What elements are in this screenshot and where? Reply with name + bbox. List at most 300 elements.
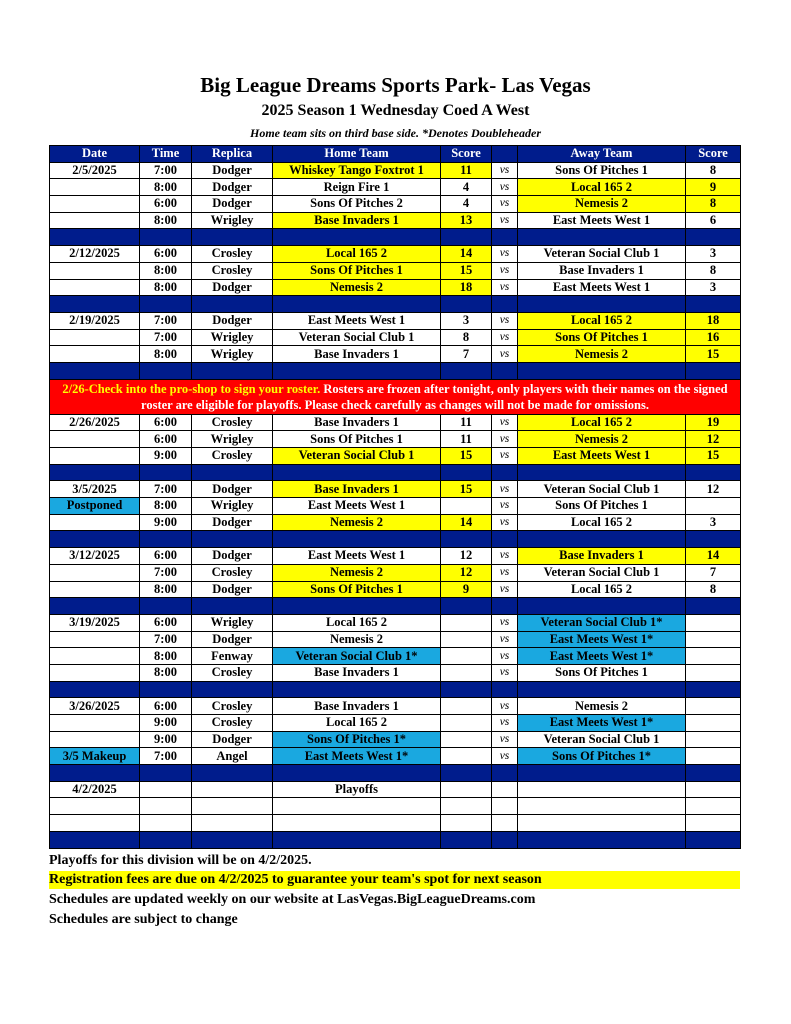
- game-row: [50, 448, 741, 465]
- time-cell: 6:00: [140, 431, 192, 448]
- away-score-cell: 7: [686, 564, 741, 581]
- away-score-cell: [686, 781, 741, 798]
- col-header-time: Time: [140, 146, 192, 163]
- time-cell: 6:00: [140, 548, 192, 565]
- separator-cell: [192, 296, 273, 313]
- col-header-home-team: Home Team: [273, 146, 441, 163]
- home-score-cell: 12: [441, 564, 492, 581]
- away-team-cell: Nemesis 2: [518, 346, 686, 363]
- vs-cell: vs: [492, 448, 518, 465]
- home-score-cell: [441, 798, 492, 815]
- away-score-cell: [686, 498, 741, 515]
- separator-cell: [140, 296, 192, 313]
- date-cell: [50, 715, 140, 732]
- away-score-cell: 18: [686, 312, 741, 329]
- vs-cell: vs: [492, 481, 518, 498]
- home-score-cell: 7: [441, 346, 492, 363]
- game-row: [50, 431, 741, 448]
- home-score-cell: 3: [441, 312, 492, 329]
- replica-cell: [192, 798, 273, 815]
- date-cell: [50, 564, 140, 581]
- home-score-cell: 13: [441, 212, 492, 229]
- week-separator-row: [50, 229, 741, 246]
- game-row: [50, 212, 741, 229]
- home-score-cell: 9: [441, 581, 492, 598]
- col-header-away-score: Score: [686, 146, 741, 163]
- away-score-cell: [686, 798, 741, 815]
- replica-cell: Dodger: [192, 548, 273, 565]
- replica-cell: Dodger: [192, 731, 273, 748]
- time-cell: 8:00: [140, 664, 192, 681]
- replica-cell: Wrigley: [192, 431, 273, 448]
- game-row: [50, 698, 741, 715]
- date-cell: 2/5/2025: [50, 162, 140, 179]
- separator-cell: [50, 531, 140, 548]
- time-cell: 8:00: [140, 179, 192, 196]
- replica-cell: Crosley: [192, 715, 273, 732]
- away-score-cell: 8: [686, 196, 741, 213]
- separator-cell: [518, 362, 686, 379]
- home-score-cell: [441, 781, 492, 798]
- time-cell: 8:00: [140, 648, 192, 665]
- away-team-cell: Local 165 2: [518, 514, 686, 531]
- game-row: [50, 581, 741, 598]
- vs-cell: [492, 781, 518, 798]
- separator-cell: [140, 598, 192, 615]
- away-score-cell: 8: [686, 162, 741, 179]
- game-row: [50, 514, 741, 531]
- time-cell: 7:00: [140, 162, 192, 179]
- separator-cell: [686, 296, 741, 313]
- away-team-cell: [518, 798, 686, 815]
- vs-cell: vs: [492, 312, 518, 329]
- separator-cell: [518, 598, 686, 615]
- home-score-cell: [441, 631, 492, 648]
- replica-cell: Dodger: [192, 196, 273, 213]
- separator-cell: [140, 464, 192, 481]
- week-separator-row: [50, 598, 741, 615]
- schedule-table: [49, 145, 741, 849]
- vs-cell: vs: [492, 246, 518, 263]
- away-team-cell: Veteran Social Club 1: [518, 246, 686, 263]
- separator-cell: [192, 681, 273, 698]
- date-cell: [50, 196, 140, 213]
- date-cell: [50, 514, 140, 531]
- vs-cell: vs: [492, 279, 518, 296]
- week-separator-row: [50, 362, 741, 379]
- time-cell: 6:00: [140, 414, 192, 431]
- home-score-cell: 14: [441, 246, 492, 263]
- footer-registration-note: Registration fees are due on 4/2/2025 to guarantee your team's spot for next season: [49, 871, 740, 889]
- replica-cell: Dodger: [192, 179, 273, 196]
- home-score-cell: [441, 614, 492, 631]
- page-title: Big League Dreams Sports Park- Las Vegas: [200, 73, 591, 97]
- date-cell: 3/5 Makeup: [50, 748, 140, 765]
- vs-cell: vs: [492, 498, 518, 515]
- game-row: [50, 246, 741, 263]
- replica-cell: Fenway: [192, 648, 273, 665]
- vs-cell: vs: [492, 162, 518, 179]
- time-cell: 8:00: [140, 346, 192, 363]
- game-row: [50, 731, 741, 748]
- home-team-cell: East Meets West 1*: [273, 748, 441, 765]
- separator-cell: [192, 464, 273, 481]
- vs-cell: [492, 798, 518, 815]
- time-cell: 7:00: [140, 564, 192, 581]
- away-score-cell: [686, 664, 741, 681]
- game-row: [50, 196, 741, 213]
- date-cell: [50, 581, 140, 598]
- home-team-cell: Base Invaders 1: [273, 481, 441, 498]
- away-team-cell: Sons Of Pitches 1*: [518, 748, 686, 765]
- home-score-cell: 15: [441, 481, 492, 498]
- away-team-cell: East Meets West 1: [518, 448, 686, 465]
- replica-cell: Wrigley: [192, 212, 273, 229]
- date-cell: [50, 664, 140, 681]
- game-row: [50, 481, 741, 498]
- away-team-cell: Local 165 2: [518, 581, 686, 598]
- home-team-cell: Veteran Social Club 1*: [273, 648, 441, 665]
- separator-cell: [192, 362, 273, 379]
- away-team-cell: [518, 781, 686, 798]
- home-score-cell: 4: [441, 196, 492, 213]
- separator-cell: [140, 681, 192, 698]
- away-score-cell: 15: [686, 448, 741, 465]
- away-team-cell: East Meets West 1: [518, 279, 686, 296]
- home-team-cell: Reign Fire 1: [273, 179, 441, 196]
- roster-notice-row: [50, 379, 741, 414]
- game-row: [50, 312, 741, 329]
- vs-cell: vs: [492, 698, 518, 715]
- time-cell: 9:00: [140, 514, 192, 531]
- separator-cell: [50, 464, 140, 481]
- away-score-cell: [686, 731, 741, 748]
- time-cell: [140, 781, 192, 798]
- col-header-away-team: Away Team: [518, 146, 686, 163]
- separator-cell: [441, 229, 492, 246]
- vs-cell: vs: [492, 715, 518, 732]
- away-score-cell: 14: [686, 548, 741, 565]
- separator-cell: [492, 681, 518, 698]
- home-score-cell: 11: [441, 414, 492, 431]
- home-team-cell: Base Invaders 1: [273, 698, 441, 715]
- home-score-cell: 11: [441, 162, 492, 179]
- time-cell: 9:00: [140, 715, 192, 732]
- vs-cell: vs: [492, 748, 518, 765]
- away-team-cell: Sons Of Pitches 1: [518, 162, 686, 179]
- away-score-cell: [686, 698, 741, 715]
- separator-cell: [686, 464, 741, 481]
- away-score-cell: 12: [686, 431, 741, 448]
- separator-cell: [50, 598, 140, 615]
- home-team-cell: Veteran Social Club 1: [273, 329, 441, 346]
- separator-cell: [192, 229, 273, 246]
- away-team-cell: Local 165 2: [518, 312, 686, 329]
- home-score-cell: [441, 498, 492, 515]
- game-row: [50, 414, 741, 431]
- home-team-cell: Nemesis 2: [273, 514, 441, 531]
- game-row: [50, 498, 741, 515]
- away-score-cell: [686, 715, 741, 732]
- time-cell: 6:00: [140, 698, 192, 715]
- separator-cell: [140, 362, 192, 379]
- separator-cell: [518, 531, 686, 548]
- away-score-cell: 16: [686, 329, 741, 346]
- home-team-cell: Local 165 2: [273, 614, 441, 631]
- home-team-cell: East Meets West 1: [273, 312, 441, 329]
- replica-cell: Dodger: [192, 162, 273, 179]
- separator-cell: [686, 831, 741, 848]
- vs-cell: vs: [492, 614, 518, 631]
- separator-cell: [50, 681, 140, 698]
- away-team-cell: Veteran Social Club 1: [518, 481, 686, 498]
- schedule-note: Home team sits on third base side. *Denotes Doubleheader: [250, 126, 541, 140]
- vs-cell: vs: [492, 564, 518, 581]
- away-score-cell: [686, 748, 741, 765]
- week-separator-row: [50, 464, 741, 481]
- time-cell: 8:00: [140, 498, 192, 515]
- replica-cell: Dodger: [192, 631, 273, 648]
- separator-cell: [686, 362, 741, 379]
- home-score-cell: 14: [441, 514, 492, 531]
- separator-cell: [441, 464, 492, 481]
- home-team-cell: Sons Of Pitches 2: [273, 196, 441, 213]
- separator-cell: [441, 362, 492, 379]
- away-team-cell: East Meets West 1*: [518, 648, 686, 665]
- separator-cell: [50, 296, 140, 313]
- separator-cell: [273, 598, 441, 615]
- home-score-cell: 12: [441, 548, 492, 565]
- col-header-home-score: Score: [441, 146, 492, 163]
- game-row: [50, 179, 741, 196]
- separator-cell: [273, 681, 441, 698]
- date-cell: [50, 212, 140, 229]
- separator-cell: [492, 296, 518, 313]
- away-team-cell: Veteran Social Club 1*: [518, 614, 686, 631]
- week-separator-row: [50, 681, 741, 698]
- home-team-cell: East Meets West 1: [273, 548, 441, 565]
- home-team-cell: Nemesis 2: [273, 564, 441, 581]
- date-cell: [50, 346, 140, 363]
- separator-cell: [686, 765, 741, 782]
- time-cell: 7:00: [140, 481, 192, 498]
- time-cell: 8:00: [140, 581, 192, 598]
- away-team-cell: Base Invaders 1: [518, 262, 686, 279]
- date-cell: [50, 262, 140, 279]
- home-team-cell: Base Invaders 1: [273, 664, 441, 681]
- footer-change-note: Schedules are subject to change: [49, 912, 238, 927]
- date-cell: [50, 279, 140, 296]
- home-score-cell: [441, 748, 492, 765]
- separator-cell: [273, 362, 441, 379]
- away-team-cell: Veteran Social Club 1: [518, 564, 686, 581]
- home-team-cell: Base Invaders 1: [273, 212, 441, 229]
- separator-cell: [273, 229, 441, 246]
- vs-cell: vs: [492, 581, 518, 598]
- time-cell: 6:00: [140, 196, 192, 213]
- date-cell: [50, 798, 140, 815]
- separator-cell: [518, 229, 686, 246]
- away-score-cell: [686, 648, 741, 665]
- replica-cell: [192, 815, 273, 832]
- time-cell: 7:00: [140, 312, 192, 329]
- replica-cell: Crosley: [192, 262, 273, 279]
- separator-cell: [518, 831, 686, 848]
- vs-cell: vs: [492, 731, 518, 748]
- home-score-cell: 15: [441, 448, 492, 465]
- home-team-cell: Sons Of Pitches 1: [273, 262, 441, 279]
- date-cell: 3/26/2025: [50, 698, 140, 715]
- game-row: [50, 346, 741, 363]
- away-score-cell: [686, 815, 741, 832]
- home-team-cell: [273, 798, 441, 815]
- separator-cell: [273, 765, 441, 782]
- time-cell: [140, 798, 192, 815]
- page-subtitle: 2025 Season 1 Wednesday Coed A West: [261, 102, 530, 119]
- separator-cell: [518, 296, 686, 313]
- date-cell: 2/19/2025: [50, 312, 140, 329]
- footer-website-note: Schedules are updated weekly on our website at LasVegas.BigLeagueDreams.com: [49, 892, 536, 907]
- date-cell: Postponed: [50, 498, 140, 515]
- separator-cell: [140, 765, 192, 782]
- replica-cell: Wrigley: [192, 614, 273, 631]
- separator-cell: [140, 531, 192, 548]
- time-cell: 7:00: [140, 631, 192, 648]
- time-cell: 8:00: [140, 262, 192, 279]
- home-team-cell: [273, 815, 441, 832]
- col-header-vs: [492, 146, 518, 163]
- replica-cell: Crosley: [192, 414, 273, 431]
- separator-cell: [492, 598, 518, 615]
- vs-cell: vs: [492, 664, 518, 681]
- vs-cell: vs: [492, 648, 518, 665]
- replica-cell: Wrigley: [192, 498, 273, 515]
- away-team-cell: Nemesis 2: [518, 698, 686, 715]
- time-cell: 9:00: [140, 448, 192, 465]
- table-header-row: [50, 146, 741, 163]
- date-cell: 3/12/2025: [50, 548, 140, 565]
- away-score-cell: 3: [686, 246, 741, 263]
- roster-notice-highlight: 2/26-Check into the pro-shop to sign your roster.: [62, 381, 321, 396]
- vs-cell: vs: [492, 431, 518, 448]
- separator-cell: [441, 531, 492, 548]
- home-score-cell: [441, 715, 492, 732]
- time-cell: 7:00: [140, 748, 192, 765]
- week-separator-row: [50, 831, 741, 848]
- replica-cell: Wrigley: [192, 346, 273, 363]
- replica-cell: Wrigley: [192, 329, 273, 346]
- date-cell: 4/2/2025: [50, 781, 140, 798]
- vs-cell: vs: [492, 329, 518, 346]
- replica-cell: Dodger: [192, 581, 273, 598]
- away-score-cell: 3: [686, 279, 741, 296]
- away-team-cell: Base Invaders 1: [518, 548, 686, 565]
- time-cell: 8:00: [140, 279, 192, 296]
- replica-cell: Crosley: [192, 664, 273, 681]
- home-team-cell: Base Invaders 1: [273, 414, 441, 431]
- away-team-cell: Veteran Social Club 1: [518, 731, 686, 748]
- home-score-cell: 11: [441, 431, 492, 448]
- replica-cell: Crosley: [192, 246, 273, 263]
- date-cell: 3/5/2025: [50, 481, 140, 498]
- separator-cell: [273, 464, 441, 481]
- separator-cell: [518, 681, 686, 698]
- separator-cell: [441, 765, 492, 782]
- date-cell: [50, 448, 140, 465]
- replica-cell: Crosley: [192, 448, 273, 465]
- away-score-cell: 19: [686, 414, 741, 431]
- separator-cell: [50, 765, 140, 782]
- away-team-cell: Sons Of Pitches 1: [518, 329, 686, 346]
- home-team-cell: Sons Of Pitches 1: [273, 581, 441, 598]
- replica-cell: Crosley: [192, 698, 273, 715]
- vs-cell: vs: [492, 631, 518, 648]
- date-cell: [50, 179, 140, 196]
- home-score-cell: [441, 648, 492, 665]
- roster-notice-text: Rosters are frozen after tonight, only players with their names on the signed roster are eligible for playoffs. Please check carefully as changes will not be made for omissions.: [141, 381, 728, 412]
- separator-cell: [192, 765, 273, 782]
- vs-cell: vs: [492, 514, 518, 531]
- separator-cell: [140, 831, 192, 848]
- away-team-cell: Local 165 2: [518, 414, 686, 431]
- date-cell: [50, 329, 140, 346]
- game-row: [50, 262, 741, 279]
- home-score-cell: 15: [441, 262, 492, 279]
- date-cell: [50, 431, 140, 448]
- separator-cell: [273, 531, 441, 548]
- away-score-cell: [686, 614, 741, 631]
- home-team-cell: Sons Of Pitches 1*: [273, 731, 441, 748]
- away-score-cell: 9: [686, 179, 741, 196]
- separator-cell: [192, 531, 273, 548]
- home-score-cell: [441, 698, 492, 715]
- separator-cell: [492, 362, 518, 379]
- separator-cell: [50, 229, 140, 246]
- game-row: [50, 329, 741, 346]
- game-row: [50, 614, 741, 631]
- away-score-cell: [686, 631, 741, 648]
- away-score-cell: 8: [686, 581, 741, 598]
- game-row: [50, 781, 741, 798]
- separator-cell: [441, 598, 492, 615]
- separator-cell: [50, 362, 140, 379]
- game-row: [50, 815, 741, 832]
- home-team-cell: Nemesis 2: [273, 279, 441, 296]
- vs-cell: vs: [492, 548, 518, 565]
- separator-cell: [50, 831, 140, 848]
- separator-cell: [441, 296, 492, 313]
- replica-cell: Dodger: [192, 312, 273, 329]
- date-cell: 2/26/2025: [50, 414, 140, 431]
- home-score-cell: 4: [441, 179, 492, 196]
- date-cell: 3/19/2025: [50, 614, 140, 631]
- date-cell: 2/12/2025: [50, 246, 140, 263]
- separator-cell: [492, 765, 518, 782]
- date-cell: [50, 648, 140, 665]
- week-separator-row: [50, 296, 741, 313]
- away-score-cell: 12: [686, 481, 741, 498]
- separator-cell: [686, 598, 741, 615]
- replica-cell: Dodger: [192, 279, 273, 296]
- week-separator-row: [50, 531, 741, 548]
- separator-cell: [273, 296, 441, 313]
- separator-cell: [140, 229, 192, 246]
- game-row: [50, 798, 741, 815]
- away-team-cell: Local 165 2: [518, 179, 686, 196]
- home-score-cell: 8: [441, 329, 492, 346]
- vs-cell: vs: [492, 346, 518, 363]
- separator-cell: [273, 831, 441, 848]
